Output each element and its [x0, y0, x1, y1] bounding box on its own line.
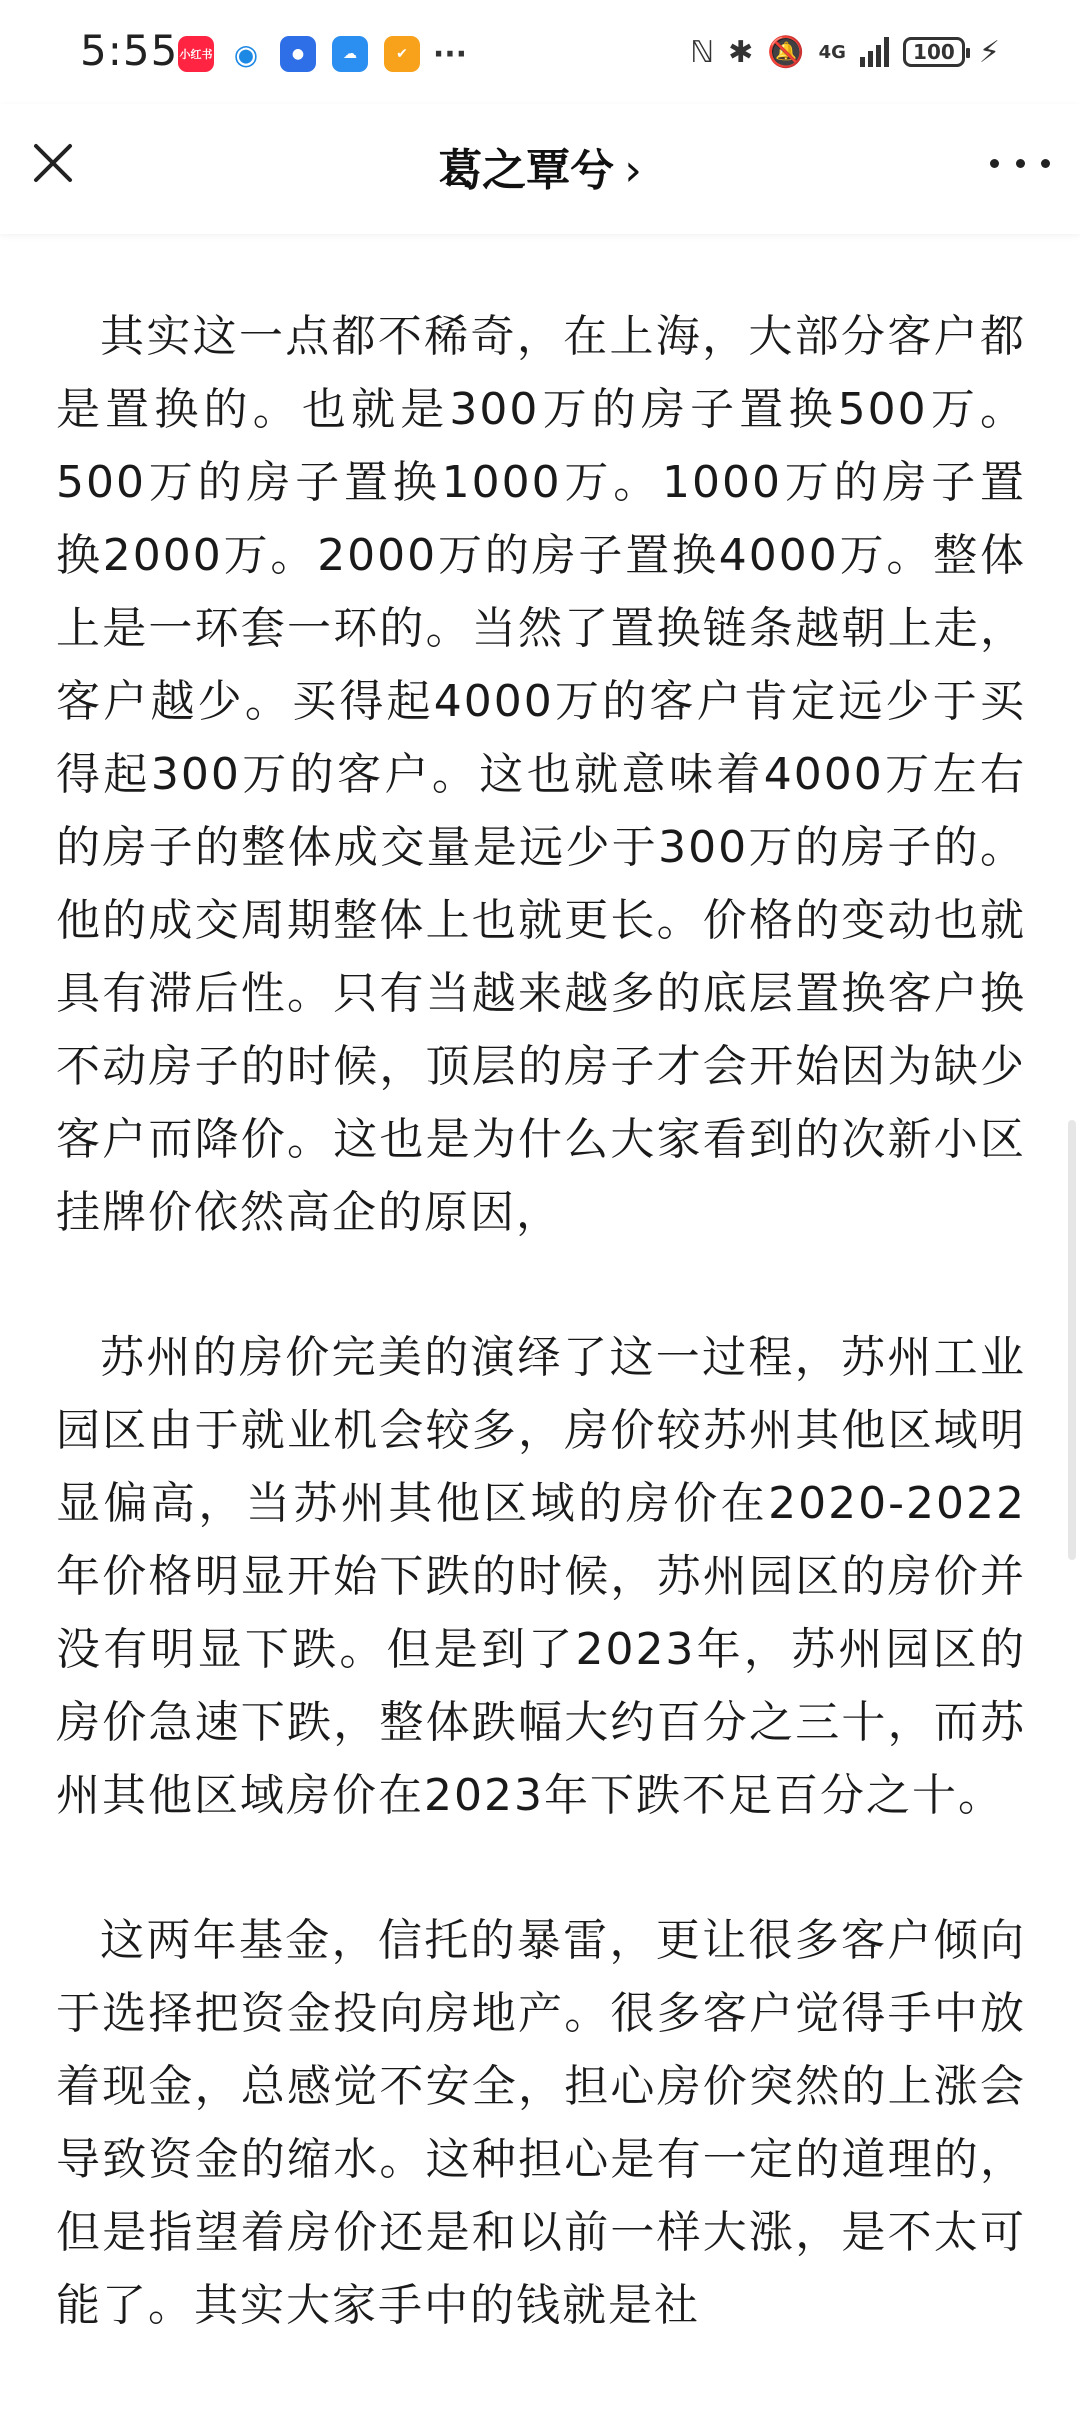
mute-icon: 🔕: [767, 34, 805, 70]
more-notifications-icon: ···: [432, 36, 468, 72]
more-dot-icon: [990, 159, 999, 168]
author-name: 葛之覃兮: [438, 145, 615, 196]
more-options-button[interactable]: [990, 148, 1050, 178]
system-icons: [690, 30, 1000, 74]
status-time: 5:55: [80, 26, 179, 75]
article-paragraph: 这两年基金，信托的暴雷，更让很多客户倾向于选择把资金投向房地产。很多客户觉得手中放着现金，总感觉不安全，担心房价突然的上涨会导致资金的缩水。这种担心是有一定的道理的，但是指望着房价还是和以前一样大涨，是不太可能了。其实大家手中的钱就是社: [56, 1915, 1026, 2331]
signal-icon: [860, 37, 889, 67]
xiaohongshu-icon: 小红书: [178, 36, 214, 72]
nfc-icon: ℕ: [690, 34, 715, 70]
scrollbar[interactable]: [1068, 1120, 1076, 1560]
author-title-link[interactable]: [0, 134, 1080, 198]
battery-level: 100: [913, 40, 955, 64]
more-dot-icon: [1041, 159, 1050, 168]
chat-icon: ◉: [233, 37, 259, 71]
status-bar: [0, 0, 1080, 104]
bluetooth-icon: ✱: [728, 34, 754, 70]
article-paragraph: 苏州的房价完美的演绎了这一过程，苏州工业园区由于就业机会较多，房价较苏州其他区域明显偏高，当苏州其他区域的房价在2020-2022年价格明显开始下跌的时候，苏州园区的房价并没有明显下跌。但是到了2023年，苏州园区的房价急速下跌，整体跌幅大约百分之三十，而苏州其他区域房价在2023年下跌不足百分之十。: [56, 1332, 1026, 1821]
charging-icon: ⚡: [978, 34, 1000, 70]
app-header: [0, 104, 1080, 234]
battery-icon: [903, 37, 965, 67]
network-type-label: 4G: [818, 41, 846, 63]
cloud-icon: ☁: [332, 36, 368, 72]
orange-app-icon: ✔: [384, 36, 420, 72]
app-icon: ●: [280, 36, 316, 72]
more-dot-icon: [1016, 159, 1025, 168]
article-paragraph: 其实这一点都不稀奇，在上海，大部分客户都是置换的。也就是300万的房子置换500万。500万的房子置换1000万。1000万的房子置换2000万。2000万的房子置换4000万。整体上是一环套一环的。当然了置换链条越朝上走，客户越少。买得起4000万的客户肯定远少于买得起300万的客户。这也就意味着4000万左右的房子的整体成交量是远少于300万的房子的。他的成交周期整体上也就更长。价格的变动也就具有滞后性。只有当越来越多的底层置换客户换不动房子的时候，顶层的房子才会开始因为缺少客户而降价。这也是为什么大家看到的次新小区挂牌价依然高企的原因，: [56, 311, 1026, 1238]
chevron-right-icon: ›: [624, 145, 642, 196]
article-body: [56, 300, 1026, 2414]
